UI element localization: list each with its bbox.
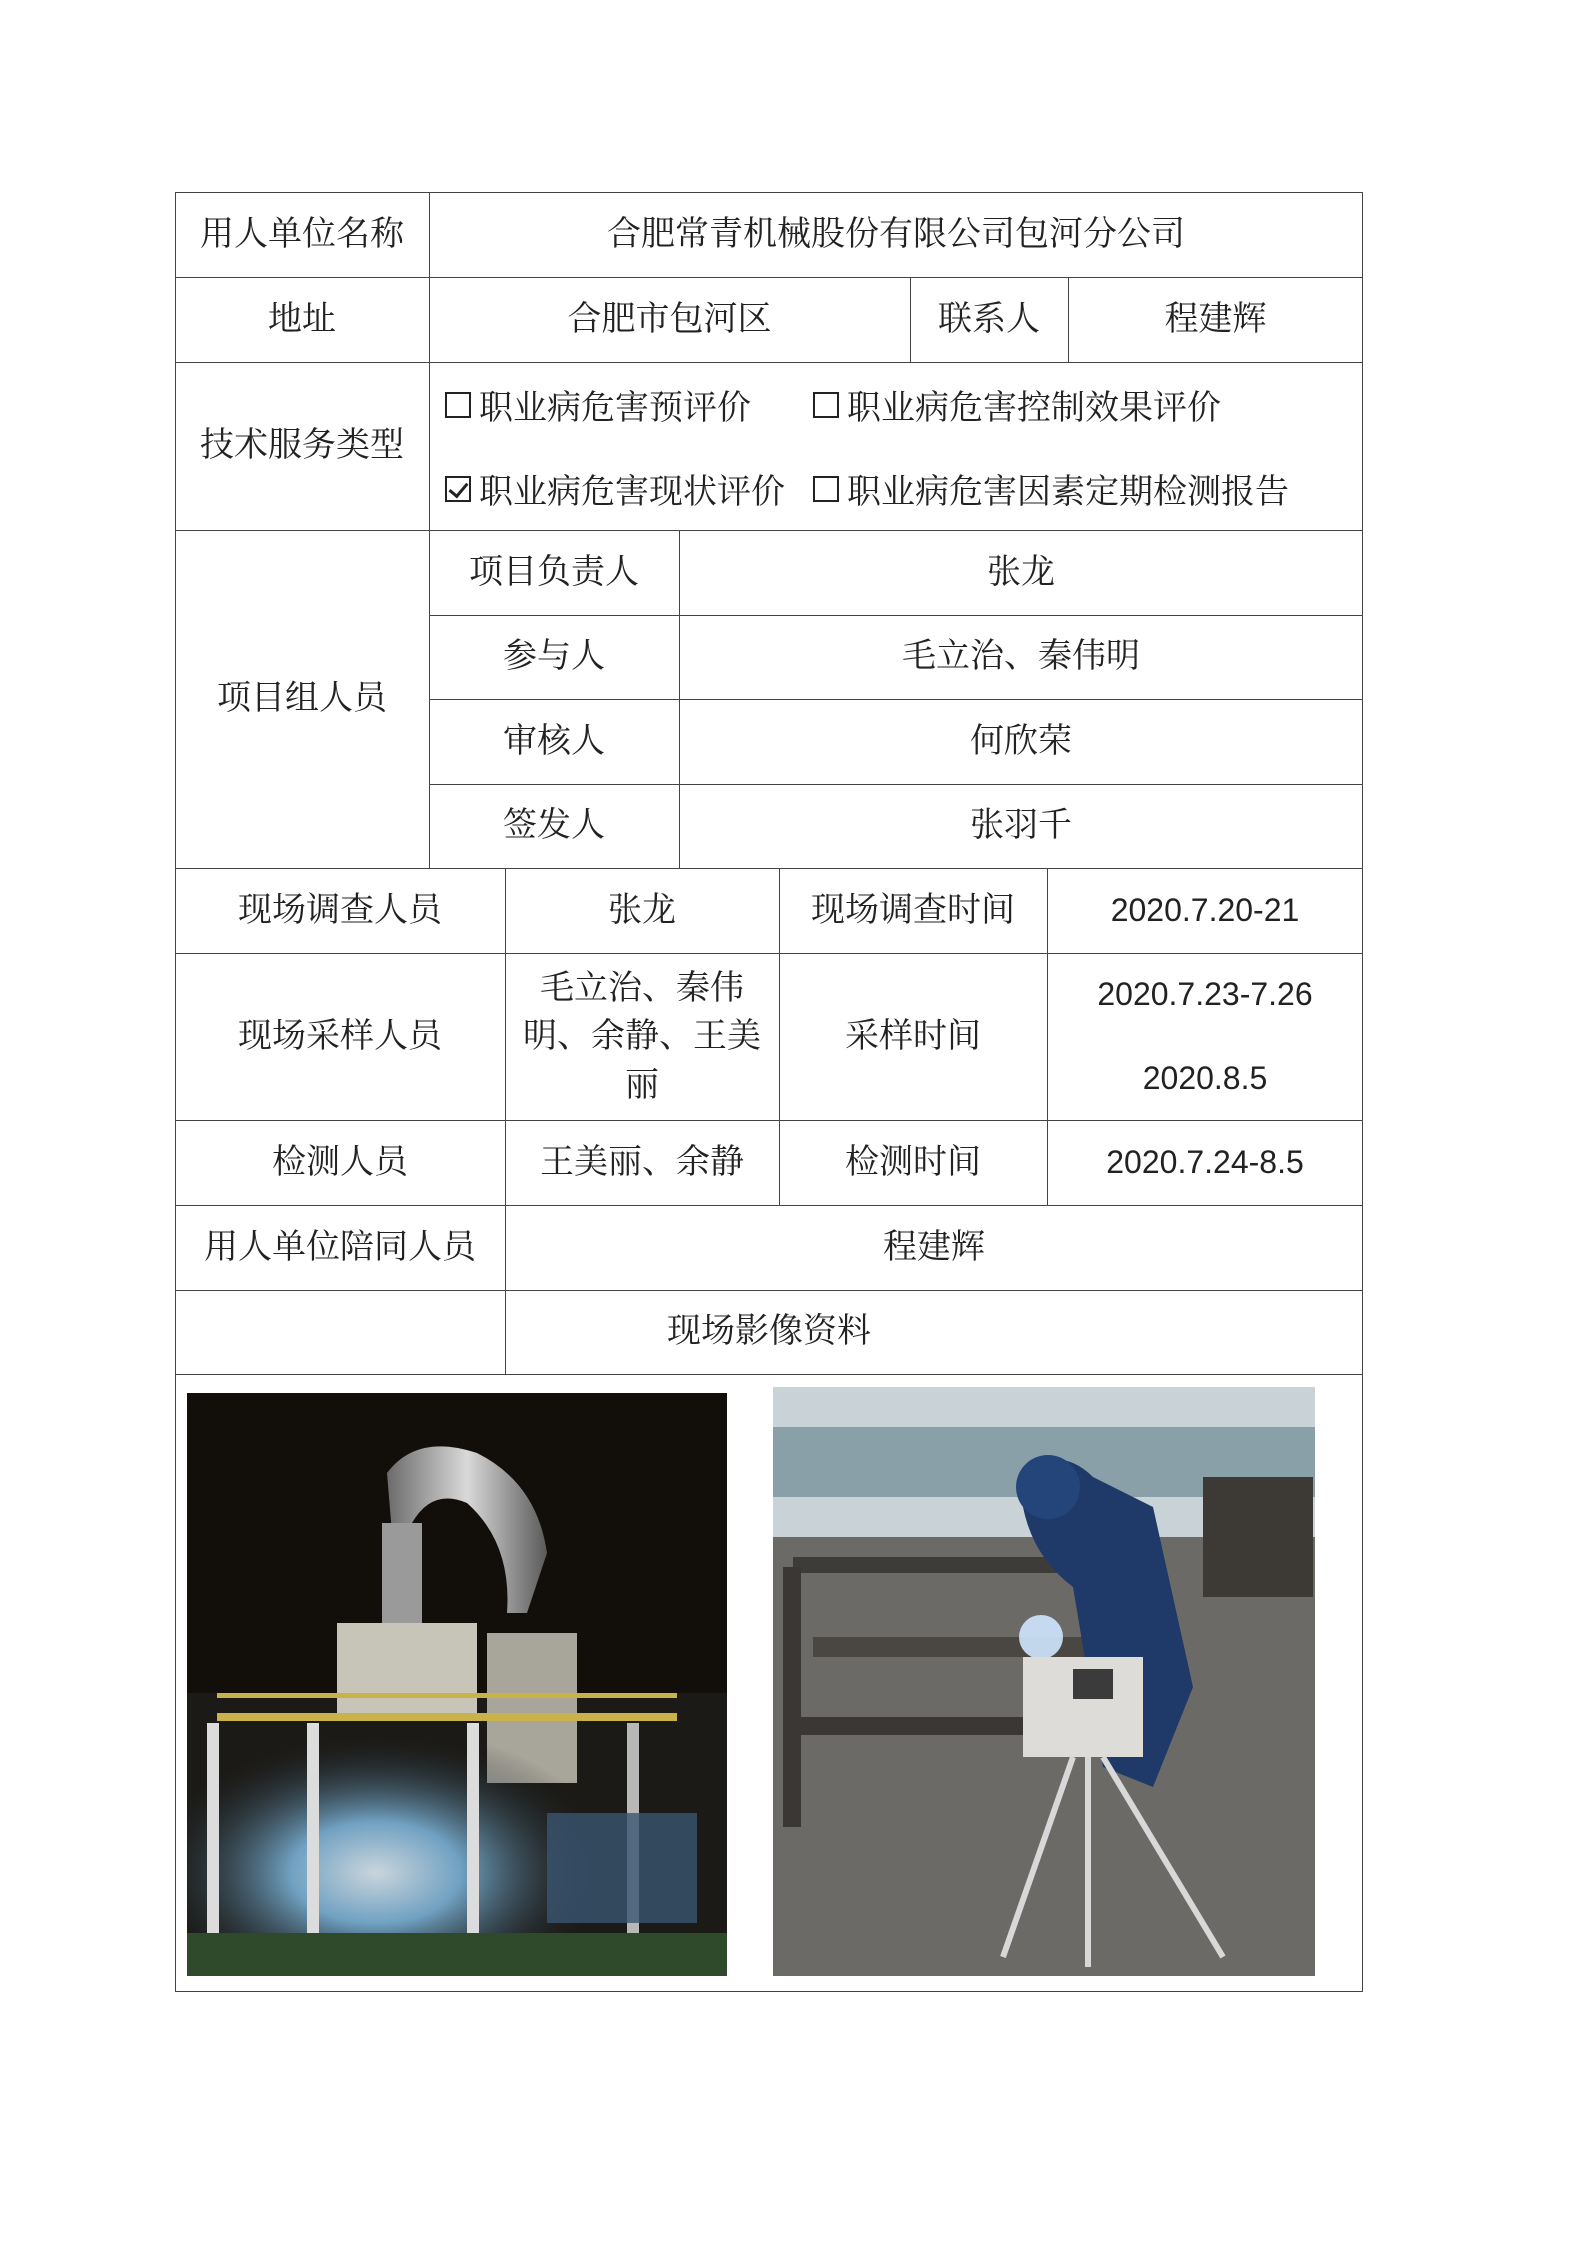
- contact-label: 联系人: [938, 298, 1040, 339]
- escort-label: 用人单位陪同人员: [204, 1226, 476, 1267]
- service-option-status-evaluation[interactable]: 职业病危害现状评价: [445, 464, 785, 513]
- team-role: 签发人: [503, 805, 605, 846]
- team-role: 审核人: [503, 720, 605, 761]
- sampler-value: 毛立治、秦伟 明、余静、王美 丽: [523, 968, 761, 1105]
- tester-label: 检测人员: [272, 1141, 408, 1182]
- site-photo-plant: [187, 1393, 727, 1976]
- team-role: 项目负责人: [469, 551, 639, 592]
- investigator-label: 现场调查人员: [238, 889, 442, 930]
- service-option-control-effect[interactable]: 职业病危害控制效果评价: [813, 380, 1221, 429]
- tester-value: 王美丽、余静: [540, 1141, 744, 1182]
- team-name: 张羽千: [970, 805, 1072, 846]
- team-name: 毛立治、秦伟明: [902, 636, 1140, 677]
- investigation-time-label: 现场调查时间: [811, 889, 1015, 930]
- checkbox-unchecked-icon[interactable]: [813, 476, 839, 502]
- address-label: 地址: [268, 298, 336, 339]
- test-time-label: 检测时间: [845, 1141, 981, 1182]
- sampling-time-value: 2020.8.5: [1142, 1059, 1268, 1096]
- sampling-time-label: 采样时间: [845, 1015, 981, 1056]
- checkbox-checked-icon[interactable]: [445, 476, 471, 502]
- service-option-pre-evaluation[interactable]: 职业病危害预评价: [445, 380, 751, 429]
- report-form: [175, 192, 1363, 1992]
- contact-value: 程建辉: [1164, 298, 1267, 339]
- service-option-periodic-testing[interactable]: 职业病危害因素定期检测报告: [813, 464, 1289, 513]
- checkbox-unchecked-icon[interactable]: [813, 392, 839, 418]
- checkbox-unchecked-icon[interactable]: [445, 392, 471, 418]
- test-time-value: 2020.7.24-8.5: [1106, 1143, 1304, 1180]
- team-name: 张龙: [987, 551, 1055, 592]
- site-photo-welding: [773, 1387, 1315, 1976]
- sampler-label: 现场采样人员: [238, 1015, 442, 1056]
- photo-section-title: 现场影像资料: [667, 1311, 871, 1352]
- sampling-time-value: 2020.7.23-7.26: [1097, 976, 1313, 1013]
- team-name: 何欣荣: [970, 720, 1072, 761]
- project-team-label: 项目组人员: [217, 678, 387, 719]
- investigator-value: 张龙: [608, 889, 676, 930]
- service-type-label: 技术服务类型: [200, 425, 404, 466]
- team-role: 参与人: [503, 636, 605, 677]
- employer-name-label: 用人单位名称: [200, 213, 404, 254]
- escort-value: 程建辉: [883, 1226, 985, 1267]
- investigation-time-value: 2020.7.20-21: [1110, 891, 1300, 928]
- employer-name-value: 合肥常青机械股份有限公司包河分公司: [607, 213, 1185, 254]
- address-value: 合肥市包河区: [567, 298, 772, 339]
